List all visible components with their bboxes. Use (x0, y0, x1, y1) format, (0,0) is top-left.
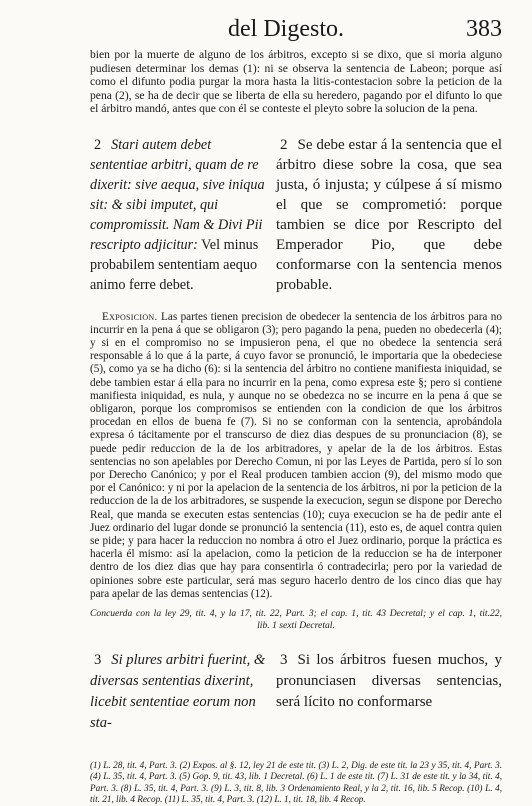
concordance-line-2: lib. 1 sexti Decretal. (257, 619, 335, 631)
section-2-latin-roman: Vel minus probabilem sententiam aequo animo ferre debet. (90, 236, 259, 293)
page-number: 383 (466, 16, 502, 42)
exposicion-paragraph (90, 311, 502, 601)
page-header (90, 10, 502, 48)
section-3 (90, 650, 502, 734)
section-2-latin-italic: Stari autem debet sententiae arbitri, quam de re dixerit: sive aequa, sive iniqua sit: & sibi imputet, qui compromissit. Nam & Divi Pii rescripto adjicitur: (90, 136, 265, 253)
intro-paragraph: bien por la muerte de alguno de los árbitros, excepto si se dixo, que si moria alguno pudiesen determinar los demas (1): ni se observa la sentencia de Labeon; porque así como el difunto podia purgar la mora hasta la litis-contestacion sobre la peticion de la pena (2), se ha de decir que se liberta de ella su heredero, pagando por el difunto lo que el árbitro mandó, antes que con él se conteste el pleyto sobre la solucion de la pena. (90, 48, 502, 115)
section-2-spanish (276, 135, 502, 295)
section-3-number-latin: 3 (94, 651, 102, 668)
section-3-spanish-text: Si los árbitros fuesen muchos, y pronunciasen diversas sentencias, será lícito no conformarse (276, 651, 502, 710)
section-3-latin-text: Si plures arbitri fuerint, & diversas sententias dixerint, licebit sententiae eorum non sta- (90, 651, 266, 731)
footnotes: (1) L. 28, tit. 4, Part. 3. (2) Expos. al §. 12, ley 21 de este tit. (3) L. 2, Dig. de este tit. la 23 y 35, tit. 4, Part. 3. (4) L. 35, tit. 4, Part. 3. (5) Gop. 9, tit. 43, lib. 1 Decretal. (6) L. 1 de este tit. (7) L. 31 de este tit. y la 34, tit. 4, Part. 3. (8) L. 35, tit. 4, Part. 3. (9) L. 3, tit. 8, lib. 3 Ordenamiento Real, y la 2, tit. 16, lib. 5 Recop. (10) L. 4, tit. 21, lib. 4 Recop. (11) L. 35, tit. 4, Part. 3. (12) L. 1, tit. 18, lib. 4 Recop. (90, 759, 502, 805)
section-3-latin (90, 650, 268, 734)
section-2 (90, 135, 502, 295)
section-3-spanish (276, 650, 502, 734)
section-3-number-spanish: 3 (280, 651, 288, 668)
page (90, 10, 502, 806)
concordance-line-1: Concuerda con la ley 29, tit. 4, y la 17, tit. 22, Part. 3; el cap. 1, tit. 43 Decretal; y el cap. 1, tit.22, (90, 607, 502, 619)
section-2-number-latin: 2 (94, 136, 102, 153)
concordance-note (90, 608, 502, 632)
exposicion-label: Exposicion. (102, 310, 158, 323)
running-title: del Digesto. (228, 16, 344, 42)
section-2-spanish-text: Se debe estar á la sentencia que el árbitro diese sobre la cosa, que sea justa, ó injusta; y cúlpese á sí mismo el que se comprometió: porque tambien se dice por Rescripto del Emperador Pio, que debe conformarse con la sentencia menos probable. (276, 136, 502, 293)
section-2-latin (90, 135, 268, 295)
exposicion-text: Las partes tienen precision de obedecer la sentencia de los árbitros para no incurrir en la pena á que se obligaron (3); pero pagando la pena, pueden no obedecerla (4); y si en el compromiso no se impusieron pena, el que no obedece la sentencia será responsable á lo que á la parte, á cuyo favor se pronunció, le importaria que la obedeciese (5), como ya se ha dicho (6): si la sentencia del árbitro no contiene manifiesta iniquidad, se debe tambien estar á ella para no incurrir en la pena, como expresa este §; pero si contiene manifiesta iniquidad, es nula, y aunque no se obedezca no se incurre en la pena á que se obligaron, porque los compromisos se entienden con la condicion de que los árbitros procedan en ellos de buena fe (7). Si no se conforman con la sentencia, aprobándola expresa ó tácitamente por el transcurso de diez dias despues de su pronunciacion (8), se puede pedir reduccion de la de los arbitradores, y apelar de la de los árbitros. Estas sentencias no son apelables por Derecho Comun, ni por las Leyes de Partida, pero sí lo son por Derecho Canónico; y por el Real producen tambien accion (9), del mismo modo que por el Canónico: y ni por la apelacion de la sentencia de los árbitros, ni por la peticion de la reduccion de la de los arbitradores, se suspende la execucion, segun se dispone por Derecho Real, que manda se executen estas sentencias (10); cuya execucion se ha de pedir ante el Juez ordinario del lugar donde se pronunció la sentencia (11), esto es, de aquel contra quien se pide; y para hacer la reduccion no nombra á otro el Juez ordinario, porque la práctica es hacerla él mismo: así la apelacion, como la peticion de la reduccion se ha de interponer dentro de los diez dias que hay para consentirla ó contradecirla; pero por la variedad de opiniones sobre este particular, será mas seguro hacerlo dentro de los cinco dias que hay para apelar de las demas sentencias (12). (90, 310, 502, 600)
section-2-number-spanish: 2 (280, 136, 288, 153)
